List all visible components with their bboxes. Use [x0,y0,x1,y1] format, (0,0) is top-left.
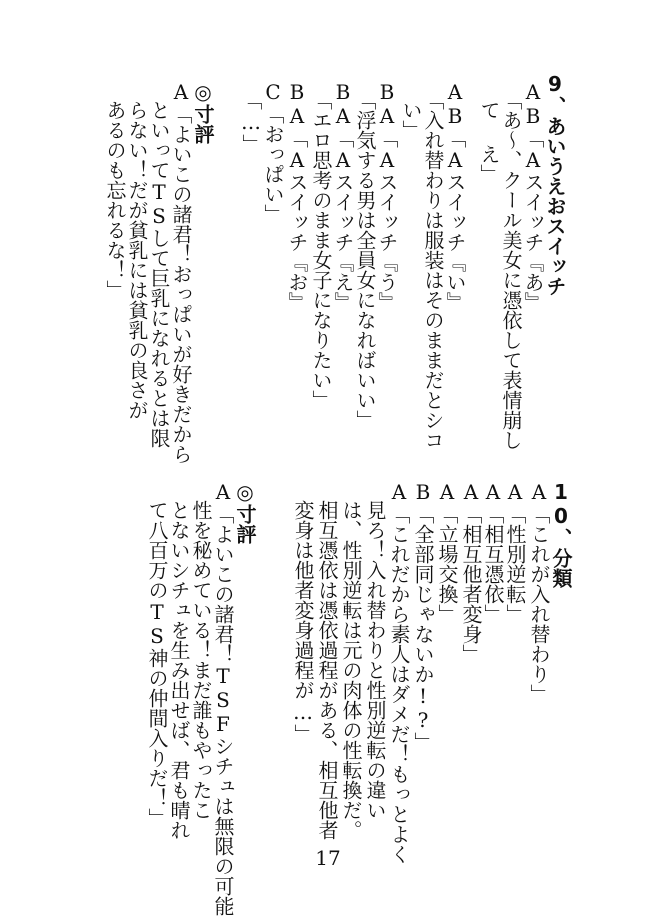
section-10-line-11: 変身は他者変身過程が…」 [291,480,315,744]
section-9-line-10: 「エロ思考のまま女子になりたい」 [309,80,333,410]
section-9-line-11: BA「Aスイッチ『お』 [285,80,309,312]
section-10-line-1: A「これが入れ替わり」 [527,480,551,704]
section-9-line-3: て え」 [477,80,501,184]
section-9-line-4: AB「Aスイッチ『い』 [443,80,467,312]
section-10-review-title: ◎寸評 [233,480,257,544]
section-9-line-9: BA「Aスイッチ『え』 [331,80,355,312]
section-10-line-8: 見ろ！入れ替わりと性別逆転の違い [363,480,387,820]
section-10-line-3: A「相互憑依」 [481,480,505,624]
section-10-line-4: A「相互他者変身」 [459,480,483,664]
section-9-review-line-3: らない！だが貧乳には貧乳の良さが [125,80,149,420]
section-10-line-2: A「性別逆転」 [503,480,527,624]
section-10-review-line-4: て八百万のTS神の仲間入りだ！」 [145,480,169,828]
section-10-line-10: 相互憑依は憑依過程がある、相互他者 [315,480,339,840]
section-9-line-1: AB「Aスイッチ『あ』 [521,80,545,312]
section-10-line-9: は、性別逆転は元の肉体の性転換だ。 [339,480,363,840]
section-9-line-8: 「浮気する男は全員女になればいい」 [353,80,377,430]
section-10-line-5: A「立場交換」 [435,480,459,624]
section-9-line-2: 「あ～、クール美女に憑依して表情崩し [499,80,523,450]
section-10-review-line-2: 性を秘めている！まだ誰もやったこ [189,480,213,820]
section-9-review-title: ◎寸評 [191,80,215,144]
section-10-review-line-1: A「よいこの諸君！TSFシチュは無限の可能 [211,480,235,916]
section-9-line-13: 「…」 [239,80,263,154]
section-10-line-7: A「これだから素人はダメだ！もっとよく [387,480,411,864]
section-9-line-12: C「おっぱい」 [261,80,285,224]
section-9-review-line-2: といってTSして巨乳になれるとは限 [147,80,171,448]
section-9-line-6: い」 [399,80,423,140]
page-number: 17 [315,846,341,870]
section-9-title: 9、あいうえおスイッチ [543,72,567,296]
section-9-review-line-4: あるのも忘れるな！」 [103,80,127,300]
section-9-line-5: 「入れ替わりは服装はそのままだとシコ [421,80,445,450]
section-9-review-line-1: A「よいこの諸君！おっぱいが好きだから [169,80,193,464]
section-9-line-7: BA「Aスイッチ『う』 [375,80,399,312]
section-10-title: 10、分類 [549,480,573,588]
section-10-review-line-3: とないシチュを生み出せば、君も晴れ [167,480,191,840]
section-10-line-6: B「全部同じゃないか!?」 [411,480,435,752]
